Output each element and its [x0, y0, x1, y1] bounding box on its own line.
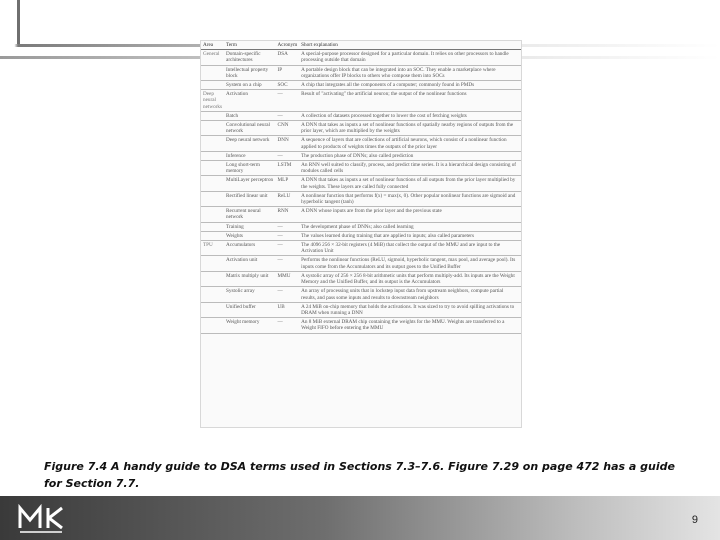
cell-term: Deep neural network: [224, 136, 276, 151]
table-row: [201, 161, 521, 176]
column-header-explanation: Short explanation: [299, 41, 521, 50]
cell-explanation: An RNN well suited to classify, process, and predict time series. It is a hierarchical design consisting of modules called cells: [299, 161, 521, 176]
cell-explanation: The production phase of DNNs; also called prediction: [299, 151, 521, 160]
cell-explanation: A 24 MiB on-chip memory that holds the activations. It was sized to try to avoid spilling activations to DRAM when running a DNN: [299, 302, 521, 317]
cell-explanation: A DNN whose inputs are from the prior layer and the previous state: [299, 207, 521, 222]
cell-term: Activation unit: [224, 256, 276, 271]
table-row: [201, 111, 521, 120]
cell-area: [201, 256, 224, 271]
figure-caption: Figure 7.4 A handy guide to DSA terms used in Sections 7.3–7.6. Figure 7.29 on page 472 has a guide for Section 7.7.: [44, 460, 675, 490]
table-row: [201, 121, 521, 136]
cell-area: [201, 151, 224, 160]
column-header-acronym: Acronym: [277, 42, 298, 48]
cell-explanation: A DNN that takes as inputs a set of nonlinear functions of spatially nearby regions of outputs from the prior layer, which are multiplied by the weights: [299, 121, 521, 136]
cell-acronym: —: [276, 111, 300, 120]
cell-area: TPU: [201, 241, 224, 256]
cell-explanation: The development phase of DNNs; also called learning: [299, 222, 521, 231]
cell-explanation: A chip that integrates all the components of a computer; commonly found in PMDs: [299, 81, 521, 90]
table-row: [201, 241, 521, 256]
cell-acronym: MMU: [276, 271, 300, 286]
cell-acronym: —: [276, 151, 300, 160]
cell-term: Unified buffer: [224, 302, 276, 317]
morgan-kaufmann-logo: [18, 504, 74, 536]
cell-term: Inference: [224, 151, 276, 160]
cell-acronym: —: [276, 241, 300, 256]
cell-area: [201, 207, 224, 222]
cell-area: [201, 161, 224, 176]
cell-acronym: UB: [276, 302, 300, 317]
cell-term: Intellectual property block: [224, 65, 276, 80]
cell-term: Convolutional neural network: [224, 121, 276, 136]
cell-explanation: A collection of datasets processed together to lower the cost of fetching weights: [299, 111, 521, 120]
column-header-term: Term: [224, 41, 276, 50]
cell-explanation: A DNN that takes as inputs a set of nonlinear functions of all outputs from the prior layer multiplied by the weights. These layers are called fully connected: [299, 176, 521, 191]
cell-explanation: An array of processing units that in lockstep input data from upstream neighbors, compute partial results, and pass some inputs and results to downstream neighbors: [299, 287, 521, 302]
cell-area: [201, 121, 224, 136]
cell-area: [201, 176, 224, 191]
table-row: [201, 176, 521, 191]
cell-area: [201, 318, 224, 333]
glossary-table-figure: [200, 40, 522, 428]
table-row: [201, 151, 521, 160]
table-row: [201, 81, 521, 90]
cell-acronym: MLP: [276, 176, 300, 191]
cell-acronym: DNN: [276, 136, 300, 151]
table-row: [201, 302, 521, 317]
table-row: [201, 231, 521, 240]
cell-explanation: A portable design block that can be integrated into an SOC. They enable a marketplace where organizations offer IP blocks to others who compose them into SOCs: [299, 65, 521, 80]
cell-area: [201, 65, 224, 80]
cell-explanation: The values learned during training that are applied to inputs; also called parameters: [299, 231, 521, 240]
cell-acronym: —: [276, 256, 300, 271]
footer-bar: [0, 496, 720, 540]
cell-term: Training: [224, 222, 276, 231]
cell-explanation: Performs the nonlinear functions (ReLU, sigmoid, hyperbolic tangent, max pool, and average pool). Its inputs come from the Accumulators and its output goes to the Unified Buffer: [299, 256, 521, 271]
cell-area: [201, 111, 224, 120]
cell-area: Deep neural networks: [203, 91, 223, 110]
cell-area: [201, 81, 224, 90]
cell-explanation: Result of "activating" the artificial neuron; the output of the nonlinear functions: [299, 90, 521, 112]
cell-area: [201, 136, 224, 151]
cell-area: General: [201, 50, 224, 65]
table-row: [201, 207, 521, 222]
cell-acronym: LSTM: [276, 161, 300, 176]
cell-acronym: —: [276, 318, 300, 333]
table-row: [201, 318, 521, 333]
table-row: [201, 50, 521, 65]
cell-term: Weight memory: [224, 318, 276, 333]
cell-acronym: ReLU: [276, 191, 300, 206]
table-row: [201, 90, 521, 112]
table-row: [201, 222, 521, 231]
cell-explanation: A systolic array of 256 × 256 8-bit arithmetic units that perform multiply-add. Its inputs are the Weight Memory and the Unified Buffer, and its output is the Accumulators: [299, 271, 521, 286]
cell-term: Weights: [224, 231, 276, 240]
cell-acronym: SOC: [276, 81, 300, 90]
cell-acronym: —: [276, 222, 300, 231]
cell-area: [201, 191, 224, 206]
cell-term: Matrix multiply unit: [224, 271, 276, 286]
table-row: [201, 65, 521, 80]
cell-term: Long short-term memory: [224, 161, 276, 176]
table-header-row: [201, 41, 521, 50]
cell-term: Systolic array: [224, 287, 276, 302]
cell-acronym: RNN: [276, 207, 300, 222]
cell-term: Recurrent neural network: [224, 207, 276, 222]
table-row: [201, 287, 521, 302]
cell-acronym: CNN: [276, 121, 300, 136]
cell-term: Activation: [224, 90, 276, 112]
cell-explanation: A nonlinear function that performs f(x) = max(x, 0). Other popular nonlinear functions are sigmoid and hyperbolic tangent (tanh): [299, 191, 521, 206]
cell-acronym: —: [276, 90, 300, 112]
column-header-area: Area: [201, 41, 224, 50]
decorative-vertical-bar: [17, 0, 20, 44]
cell-term: Accumulators: [224, 241, 276, 256]
cell-explanation: An 8 MiB external DRAM chip containing the weights for the MMU. Weights are transferred to a Weight FIFO before entering the MMU: [299, 318, 521, 333]
table-row: [201, 256, 521, 271]
cell-term: Rectified linear unit: [224, 191, 276, 206]
cell-area: [201, 222, 224, 231]
table-row: [201, 191, 521, 206]
cell-explanation: A sequence of layers that are collections of artificial neurons, which consist of a nonlinear function applied to products of weights times the outputs of the prior layer: [299, 136, 521, 151]
glossary-table: [201, 41, 521, 334]
cell-area: [201, 231, 224, 240]
table-row: [201, 136, 521, 151]
cell-acronym: —: [276, 231, 300, 240]
cell-explanation: A special-purpose processor designed for a particular domain. It relies on other processors to handle processing outside that domain: [299, 50, 521, 65]
table-row: [201, 271, 521, 286]
cell-term: System on a chip: [224, 81, 276, 90]
cell-area: [201, 271, 224, 286]
cell-acronym: —: [276, 287, 300, 302]
page-number: 9: [691, 514, 698, 526]
cell-acronym: IP: [276, 65, 300, 80]
cell-area: [201, 302, 224, 317]
cell-term: Batch: [224, 111, 276, 120]
cell-explanation: The 4096 256 × 32-bit registers (4 MiB) that collect the output of the MMU and are input to the Activation Unit: [299, 241, 521, 256]
cell-term: MultiLayer perceptron: [224, 176, 276, 191]
cell-term: Domain-specific architectures: [224, 50, 276, 65]
glossary-table-body: [201, 50, 521, 333]
cell-area: [201, 287, 224, 302]
cell-acronym: DSA: [276, 50, 300, 65]
